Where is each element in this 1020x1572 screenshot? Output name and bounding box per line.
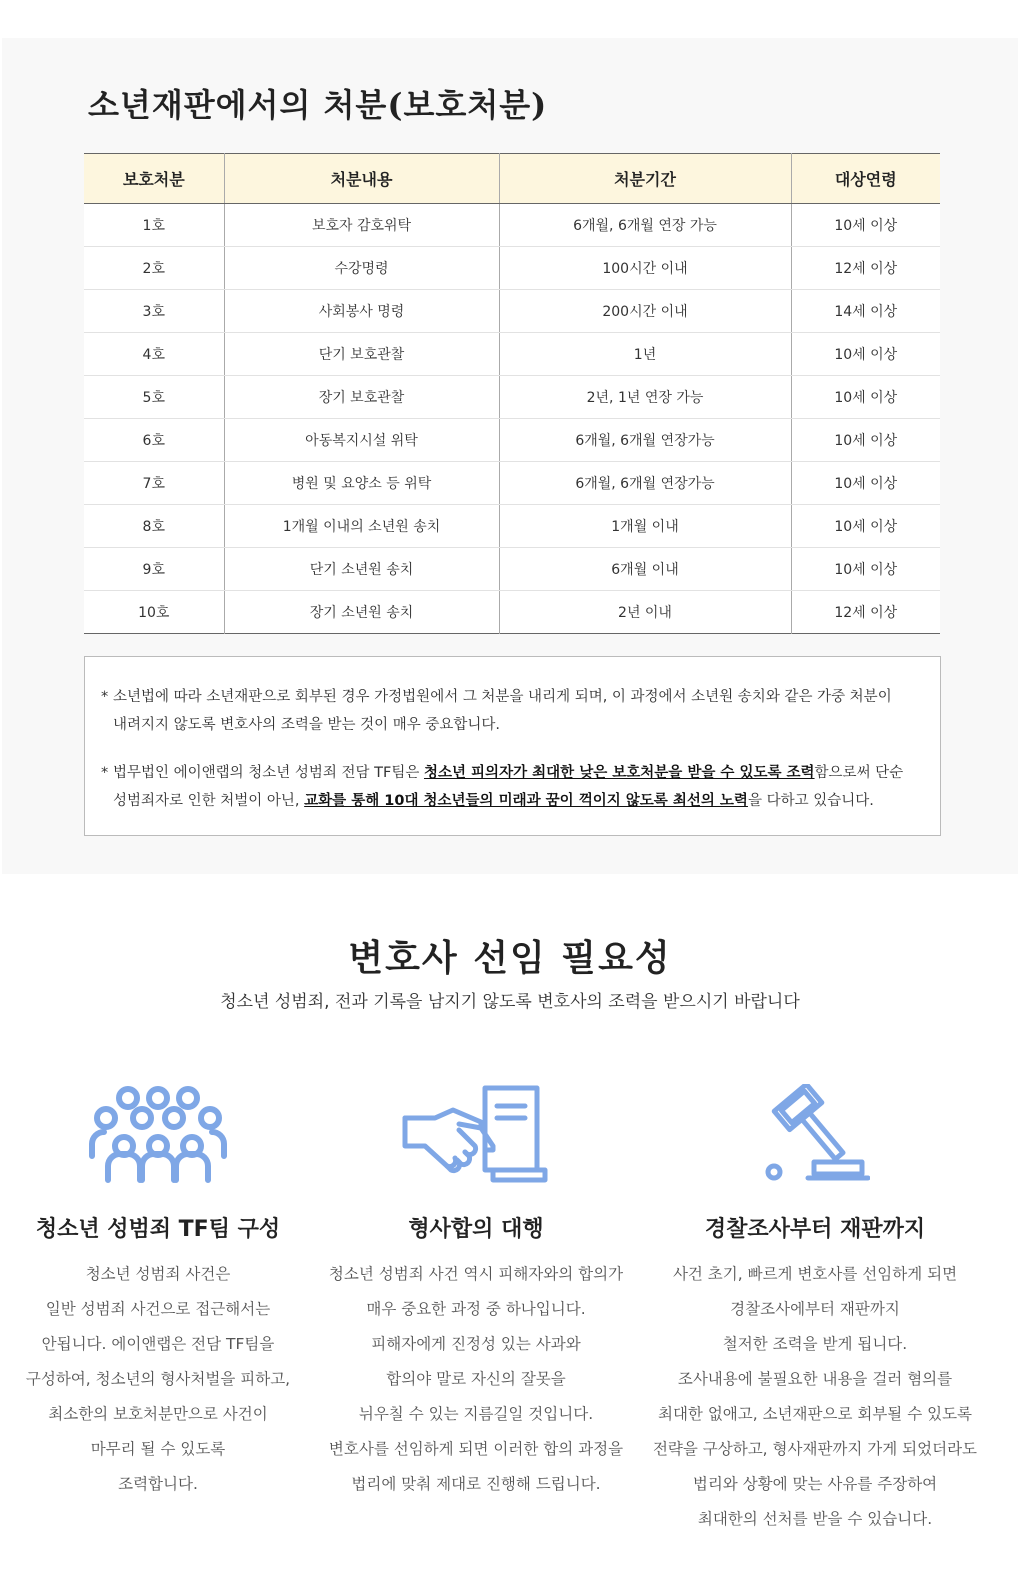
- cell-period: 6개월, 6개월 연장가능: [499, 462, 791, 505]
- cell-disposition: 8호: [84, 505, 224, 548]
- feature-settlement: [306, 1082, 646, 1502]
- table-row: [84, 247, 940, 290]
- header-disposition: 보호처분: [84, 154, 224, 204]
- feature-line: 변호사를 선임하게 되면 이러한 합의 과정을: [328, 1440, 624, 1458]
- cell-age: 10세 이상: [791, 204, 940, 247]
- feature-line: 조력합니다.: [118, 1475, 198, 1493]
- feature-line: 법리에 맞춰 제대로 진행해 드립니다.: [351, 1475, 601, 1493]
- note-bullet: *: [101, 765, 109, 781]
- note-2-highlight-1: 청소년 피의자가 최대한 낮은 보호처분을 받을 수 있도록 조력: [423, 765, 815, 781]
- cell-content: 1개월 이내의 소년원 송치: [224, 505, 499, 548]
- table-row: [84, 548, 940, 591]
- header-content: 처분내용: [224, 154, 499, 204]
- cell-period: 200시간 이내: [499, 290, 791, 333]
- handshake-document-icon: [306, 1082, 646, 1186]
- feature-line: 법리와 상황에 맞는 사유를 주장하여: [692, 1475, 938, 1493]
- note-1-line-2: 내려지지 않도록 변호사의 조력을 받는 것이 매우 중요합니다.: [113, 717, 501, 733]
- table-row: [84, 505, 940, 548]
- feature-line: 사건 초기, 빠르게 변호사를 선임하게 되면: [672, 1265, 958, 1283]
- feature-line: 뉘우칠 수 있는 지름길일 것입니다.: [358, 1405, 594, 1423]
- cell-content: 단기 보호관찰: [224, 333, 499, 376]
- cell-period: 1개월 이내: [499, 505, 791, 548]
- cell-age: 10세 이상: [791, 462, 940, 505]
- cell-content: 단기 소년원 송치: [224, 548, 499, 591]
- cell-period: 100시간 이내: [499, 247, 791, 290]
- feature-title: 형사합의 대행: [408, 1217, 544, 1242]
- feature-line: 매우 중요한 과정 중 하나입니다.: [366, 1300, 586, 1318]
- note-2-text-c: 성범죄자로 인한 처벌이 아닌,: [113, 793, 305, 809]
- table-row: [84, 290, 940, 333]
- feature-investigation-to-trial: [645, 1082, 985, 1537]
- cell-content: 병원 및 요양소 등 위탁: [224, 462, 499, 505]
- header-period: 처분기간: [499, 154, 791, 204]
- feature-line: 구성하여, 청소년의 형사처벌을 피하고,: [25, 1370, 291, 1388]
- section-title: 소년재판에서의 처분(보호처분): [88, 86, 548, 124]
- header-age: 대상연령: [791, 154, 940, 204]
- cell-period: 2년, 1년 연장 가능: [499, 376, 791, 419]
- feature-line: 최소한의 보호처분만으로 사건이: [48, 1405, 268, 1423]
- cell-disposition: 4호: [84, 333, 224, 376]
- table-row: [84, 376, 940, 419]
- note-2-highlight-2: 교화를 통해 10대 청소년들의 미래과 꿈이 꺽이지 않도록 최선의 노력: [304, 793, 748, 809]
- feature-line: 합의야 말로 자신의 잘못을: [386, 1370, 566, 1388]
- cell-age: 14세 이상: [791, 290, 940, 333]
- cell-content: 사회봉사 명령: [224, 290, 499, 333]
- cell-age: 12세 이상: [834, 605, 898, 621]
- disposition-table: [84, 153, 940, 634]
- cell-disposition: 7호: [84, 462, 224, 505]
- table-row: [84, 333, 940, 376]
- feature-line: 마무리 될 수 있도록: [90, 1440, 226, 1458]
- feature-line: 최대한의 선처를 받을 수 있습니다.: [697, 1510, 933, 1528]
- table-header-row: [84, 154, 940, 204]
- feature-line: 안됩니다. 에이앤랩은 전담 TF팀을: [41, 1335, 275, 1353]
- cell-disposition: 2호: [84, 247, 224, 290]
- table-row: [84, 462, 940, 505]
- cell-age: 10세 이상: [791, 376, 940, 419]
- note-2: [101, 759, 922, 815]
- feature-description: [0, 1257, 328, 1502]
- table-body: [84, 204, 940, 634]
- table-row: [84, 419, 940, 462]
- table-row: [84, 204, 940, 247]
- notes-box: [84, 656, 941, 836]
- feature-line: 청소년 성범죄 사건 역시 피해자와의 합의가: [328, 1265, 624, 1283]
- cell-content: 아동복지시설 위탁: [224, 419, 499, 462]
- cell-disposition: 5호: [84, 376, 224, 419]
- cell-period: 6개월 이내: [499, 548, 791, 591]
- cell-age: 10세 이상: [791, 505, 940, 548]
- feature-line: 조사내용에 불필요한 내용을 걸러 혐의를: [677, 1370, 953, 1388]
- cell-disposition: 1호: [84, 204, 224, 247]
- cell-content: 장기 보호관찰: [224, 376, 499, 419]
- necessity-subtitle: 청소년 성범죄, 전과 기록을 남지기 않도록 변호사의 조력을 받으시기 바랍니다: [220, 992, 800, 1012]
- cell-age: 10세 이상: [791, 548, 940, 591]
- feature-title: 경찰조사부터 재판까지: [704, 1217, 926, 1242]
- feature-line: 최대한 없애고, 소년재판으로 회부될 수 있도록: [657, 1405, 973, 1423]
- table-row: [84, 591, 940, 634]
- feature-description: [306, 1257, 646, 1502]
- cell-content: 수강명령: [224, 247, 499, 290]
- cell-disposition: 10호: [84, 591, 224, 634]
- feature-line: 피해자에게 진정성 있는 사과와: [371, 1335, 581, 1353]
- gavel-icon: [645, 1082, 985, 1186]
- note-2-text-b: 함으로써 단순: [814, 765, 904, 781]
- cell-content: 장기 소년원 송치: [224, 591, 499, 634]
- feature-title: 청소년 성범죄 TF팀 구성: [35, 1217, 281, 1242]
- note-1: [101, 683, 922, 739]
- cell-period: 6개월, 6개월 연장가능: [499, 419, 791, 462]
- cell-period: 2년 이내: [499, 591, 791, 634]
- note-2-text-a: 법무법인 에이앤랩의 청소년 성범죄 전담 TF팀은: [113, 765, 424, 781]
- group-icon: [0, 1082, 328, 1186]
- cell-age: 12세 이상: [791, 247, 940, 290]
- cell-disposition: 6호: [84, 419, 224, 462]
- feature-line: 일반 성범죄 사건으로 접근해서는: [45, 1300, 271, 1318]
- necessity-title: 변호사 선임 필요성: [348, 937, 672, 979]
- feature-line: 철저한 조력을 받게 됩니다.: [722, 1335, 908, 1353]
- cell-age: 10세 이상: [791, 419, 940, 462]
- cell-content: 보호자 감호위탁: [224, 204, 499, 247]
- note-2-text-d: 을 다하고 있습니다.: [747, 793, 874, 809]
- note-1-line-1: 소년법에 따라 소년재판으로 회부된 경우 가정법원에서 그 처분을 내리게 되며, 이 과정에서 소년원 송치와 같은 가중 처분이: [113, 689, 892, 705]
- note-bullet: *: [101, 689, 109, 705]
- feature-tf-team: [0, 1082, 328, 1502]
- feature-line: 청소년 성범죄 사건은: [85, 1265, 231, 1283]
- cell-disposition: 3호: [84, 290, 224, 333]
- cell-period: 1년: [499, 333, 791, 376]
- feature-line: 경찰조사에부터 재판까지: [730, 1300, 900, 1318]
- cell-age: 10세 이상: [791, 333, 940, 376]
- cell-disposition: 9호: [84, 548, 224, 591]
- feature-description: [645, 1257, 985, 1537]
- note-2-line-2: [101, 787, 922, 815]
- cell-period: 6개월, 6개월 연장 가능: [499, 204, 791, 247]
- feature-line: 전략을 구상하고, 형사재판까지 가게 되었더라도: [652, 1440, 978, 1458]
